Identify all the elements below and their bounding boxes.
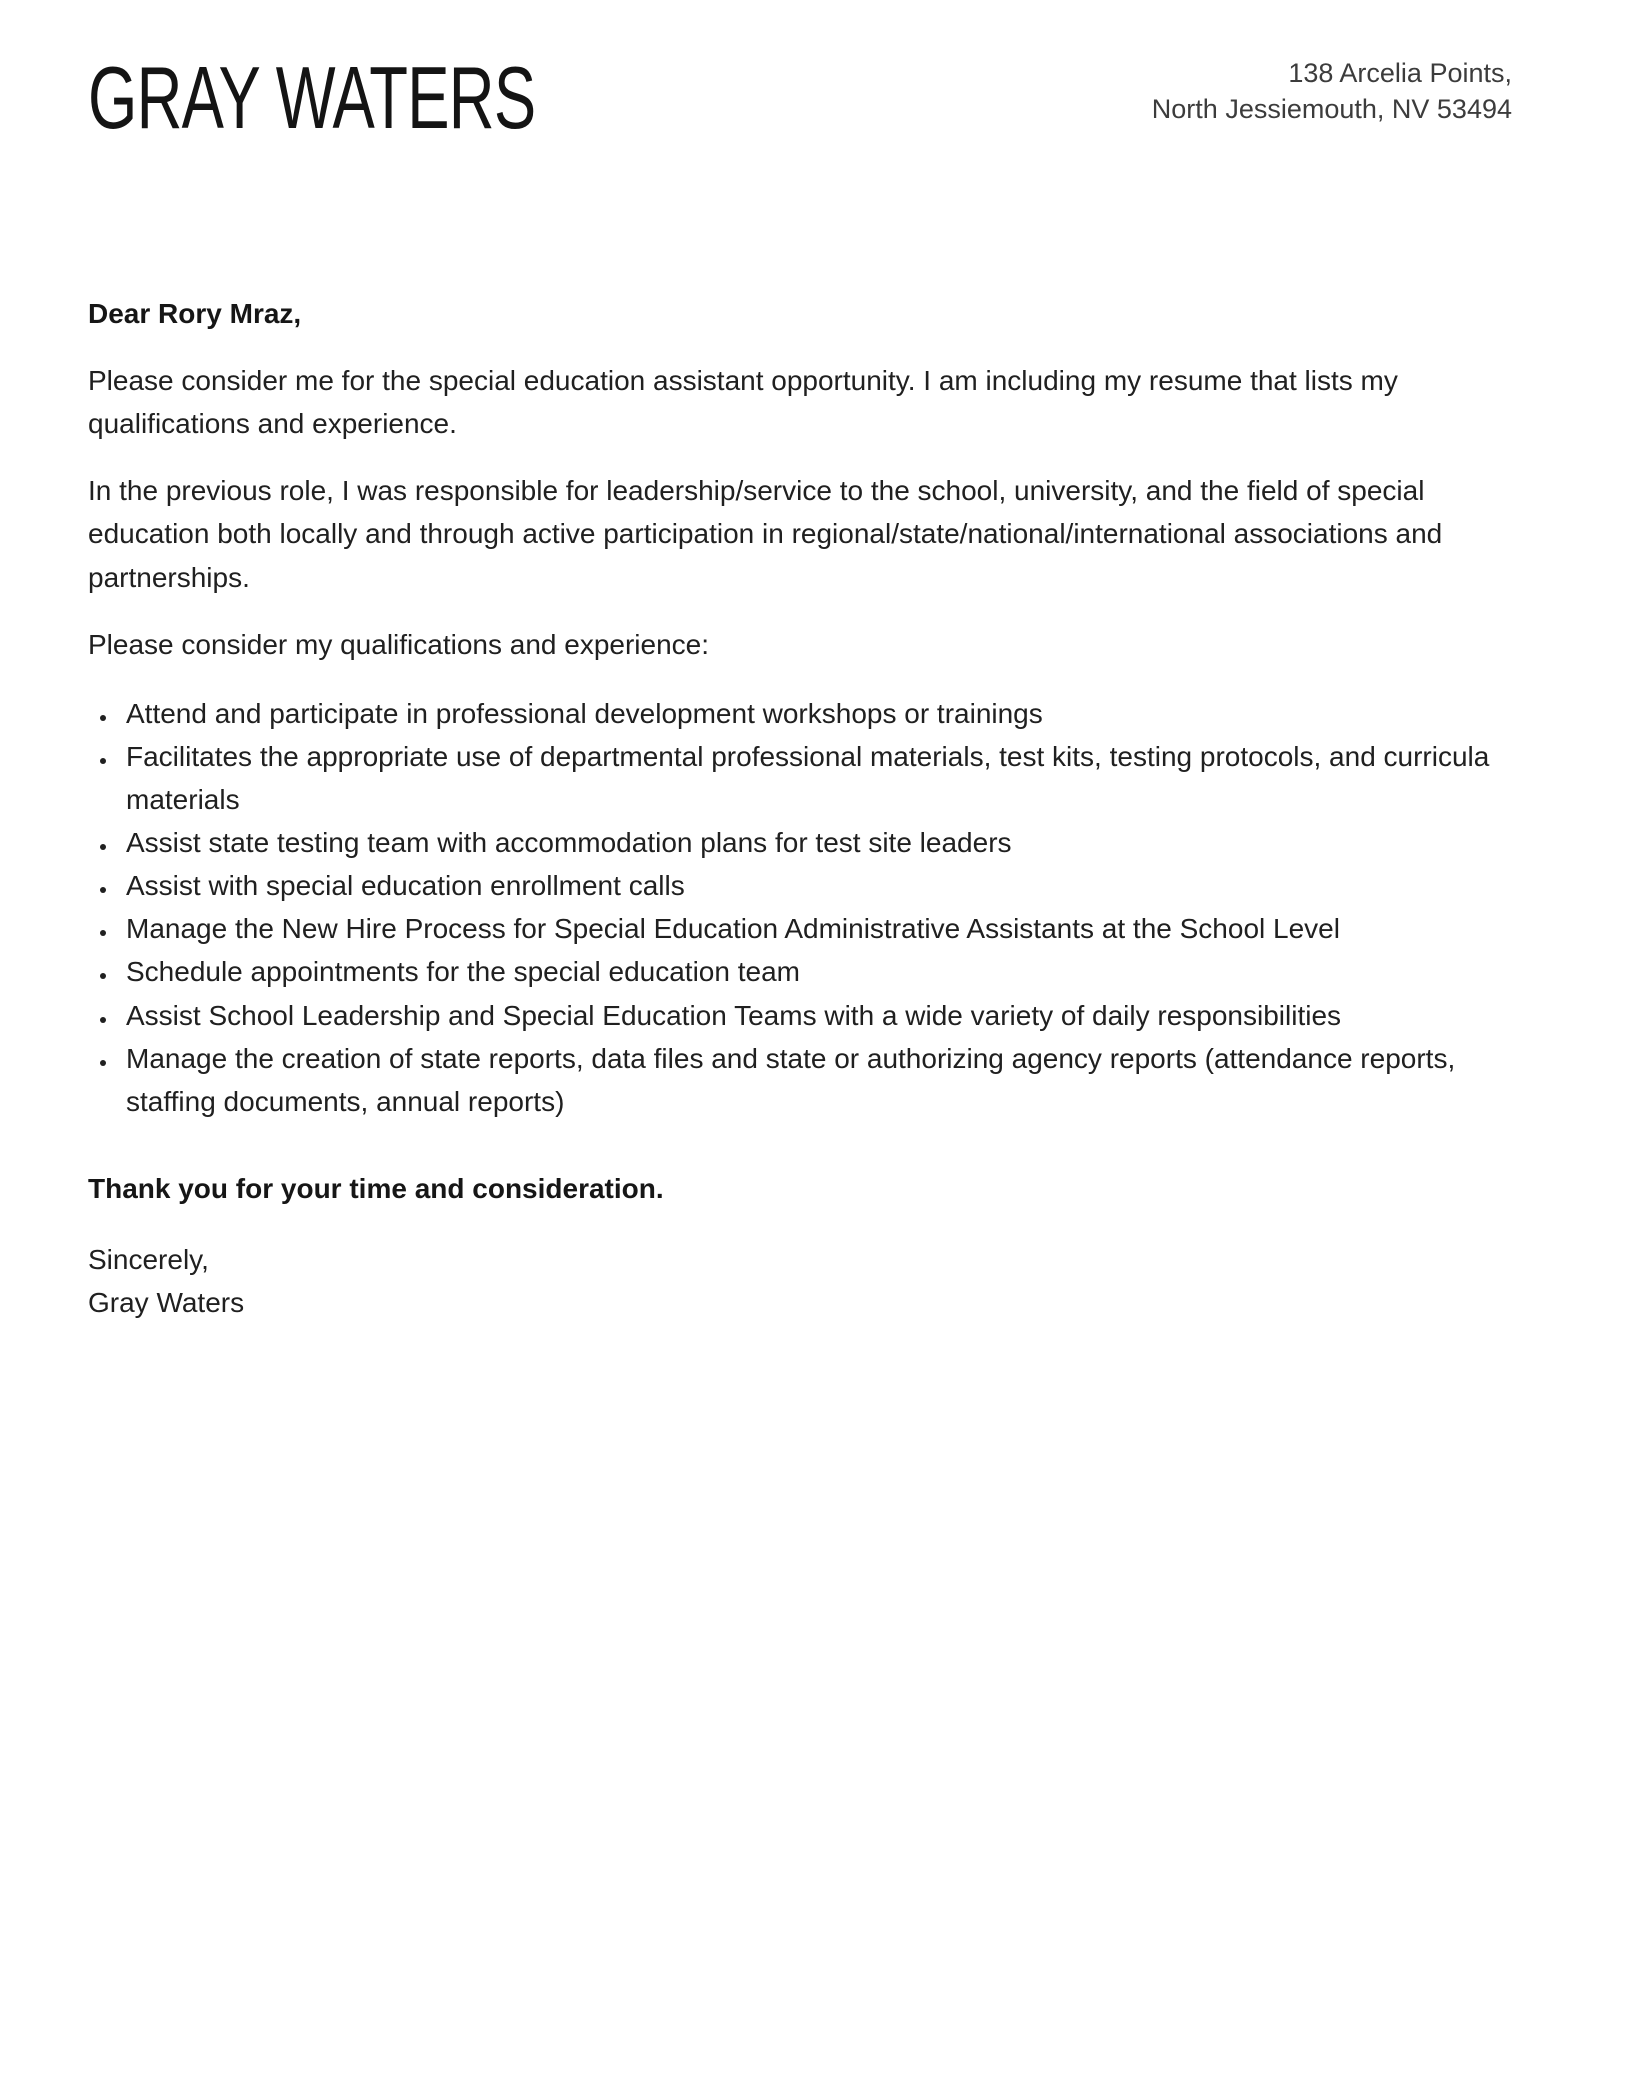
sender-address xyxy=(1152,48,1512,127)
signoff-block xyxy=(88,1238,1512,1324)
paragraph-previous-role: In the previous role, I was responsible for leadership/service to the school, university, and the field of special education both locally and through active participation in regional/state/national/international associations and partnerships. xyxy=(88,475,1443,593)
bullet-item: • Assist with special education enrollment calls xyxy=(118,864,1512,907)
salutation: Dear Rory Mraz, xyxy=(88,298,302,329)
signature-name: Gray Waters xyxy=(88,1287,245,1319)
letter-header xyxy=(88,48,1512,147)
bullet-item: • Assist state testing team with accommodation plans for test site leaders xyxy=(118,821,1512,864)
bullet-item: • Manage the New Hire Process for Special Education Administrative Assistants at the School Level xyxy=(118,907,1512,950)
paragraph-intro: Please consider me for the special education assistant opportunity. I am including my resume that lists my qualifications and experience. xyxy=(88,365,1398,440)
closing-thanks: Thank you for your time and consideration. xyxy=(88,1172,664,1204)
bullet-item: • Facilitates the appropriate use of departmental professional materials, test kits, testing protocols, and curricula materials xyxy=(118,735,1512,821)
letter-body xyxy=(88,292,1512,1324)
bullet-item: • Manage the creation of state reports, data files and state or authorizing agency reports (attendance reports, staffing documents, annual reports) xyxy=(118,1037,1512,1123)
bullet-item: • Assist School Leadership and Special Education Teams with a wide variety of daily responsibilities xyxy=(118,994,1512,1037)
sender-name: GRAY WATERS xyxy=(88,48,536,147)
address-line-2: North Jessiemouth, NV 53494 xyxy=(1151,93,1512,124)
address-line-1: 138 Arcelia Points, xyxy=(1288,58,1512,88)
signoff: Sincerely, xyxy=(88,1243,209,1275)
qualifications-list xyxy=(88,692,1512,1123)
bullet-item: • Attend and participate in professional development workshops or trainings xyxy=(118,692,1512,735)
paragraph-qualifications-lead: Please consider my qualifications and experience: xyxy=(88,628,710,660)
bullet-item: • Schedule appointments for the special education team xyxy=(118,950,1512,993)
